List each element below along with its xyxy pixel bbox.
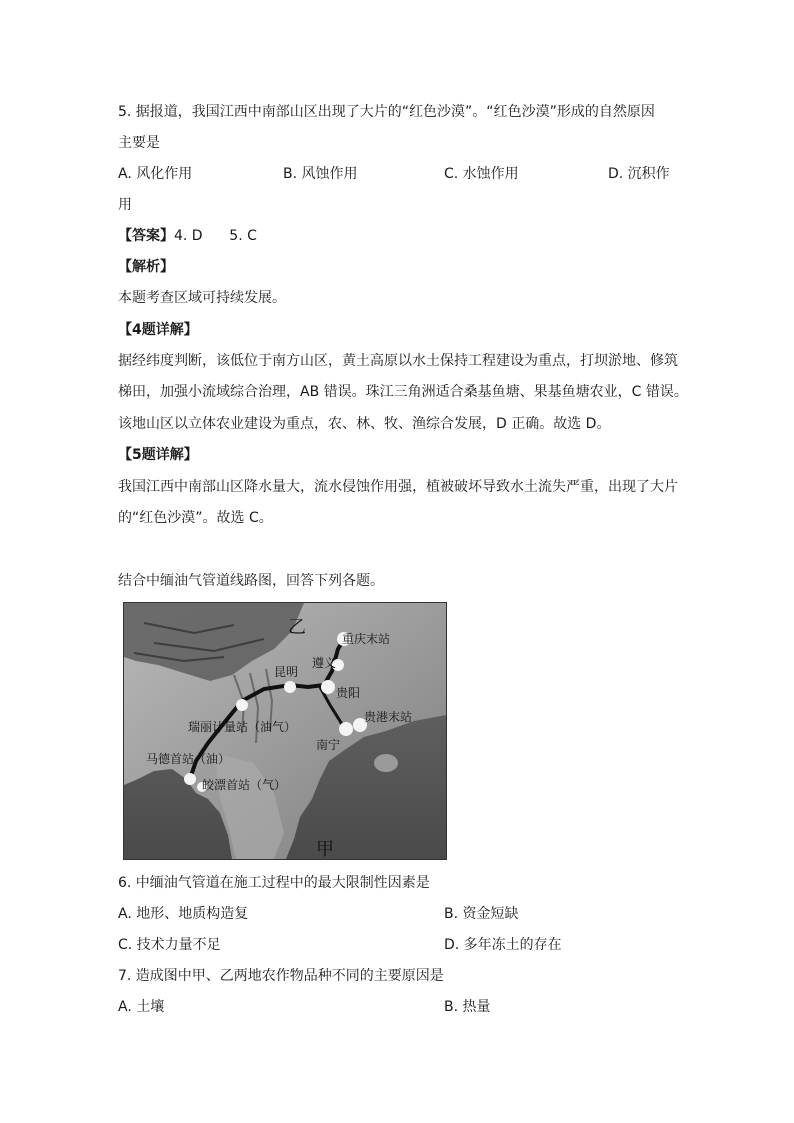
detail5-label: 【5题详解】 <box>118 447 198 463</box>
station-ruili <box>236 699 248 711</box>
label-zunyi: 遵义 <box>312 656 337 670</box>
analysis-text: 本题考查区域可持续发展。 <box>118 290 286 306</box>
label-jiaopiao: 皎漂首站（气） <box>202 778 287 792</box>
analysis-label: 【解析】 <box>118 259 174 275</box>
q6-stem: 6. 中缅油气管道在施工过程中的最大限制性因素是 <box>118 875 430 891</box>
q5-stem-line2: 主要是 <box>118 135 160 151</box>
q6-option-c: C. 技术力量不足 <box>118 937 221 953</box>
q6-option-d: D. 多年冻土的存在 <box>444 937 562 953</box>
station-nanning <box>339 722 353 736</box>
label-kunming: 昆明 <box>274 665 299 679</box>
label-yi: 乙 <box>288 617 306 638</box>
q6-option-a: A. 地形、地质构造复 <box>118 906 249 922</box>
label-ruili: 瑞丽计量站（油气） <box>188 720 297 734</box>
station-kunming <box>284 681 296 693</box>
q5-option-b: B. 风蚀作用 <box>283 166 358 182</box>
detail5-line1: 我国江西中南部山区降水量大，流水侵蚀作用强，植被破坏导致水土流失严重，出现了大片 <box>118 479 678 495</box>
q5-option-a: A. 风化作用 <box>118 166 193 182</box>
label-guigang: 贵港末站 <box>364 710 413 724</box>
detail4-line2: 梯田，加强小流域综合治理，AB 错误。珠江三角洲适合桑基鱼塘、果基鱼塘农业，C 错误。 <box>118 384 688 400</box>
answer-line <box>118 226 257 246</box>
answer-label: 【答案】 <box>118 228 174 244</box>
hainan-island <box>374 754 398 772</box>
label-jia: 甲 <box>316 839 334 859</box>
q7-option-a: A. 土壤 <box>118 999 165 1015</box>
detail4-label: 【4题详解】 <box>118 322 198 338</box>
station-guiyang <box>321 680 335 694</box>
q5-option-d-wrap: 用 <box>118 197 132 213</box>
detail4-line3: 该地山区以立体农业建设为重点，农、林、牧、渔综合发展，D 正确。故选 D。 <box>118 416 611 432</box>
label-guiyang: 贵阳 <box>336 686 361 700</box>
label-nanning: 南宁 <box>316 738 341 752</box>
q5-option-c: C. 水蚀作用 <box>444 166 519 182</box>
station-made <box>184 773 196 785</box>
label-made: 马德首站（油） <box>146 752 231 766</box>
q5-stem-line1: 5. 据报道，我国江西中南部山区出现了大片的“红色沙漠”。“红色沙漠”形成的自然原因 <box>118 104 655 120</box>
q5-option-d: D. 沉积作 <box>608 166 670 182</box>
pipeline-map <box>123 602 447 860</box>
q7-option-b: B. 热量 <box>444 999 491 1015</box>
detail4-line1: 据经纬度判断，该低位于南方山区，黄土高原以水土保持工程建设为重点，打坝淤地、修筑 <box>118 353 678 369</box>
q7-stem: 7. 造成图中甲、乙两地农作物品种不同的主要原因是 <box>118 968 444 984</box>
map-intro: 结合中缅油气管道线路图，回答下列各题。 <box>118 573 384 589</box>
q6-option-b: B. 资金短缺 <box>444 906 519 922</box>
label-chongqing: 重庆末站 <box>342 632 391 646</box>
detail5-line2: 的“红色沙漠”。故选 C。 <box>118 510 273 526</box>
answer-text: 4. D 5. C <box>174 228 257 244</box>
